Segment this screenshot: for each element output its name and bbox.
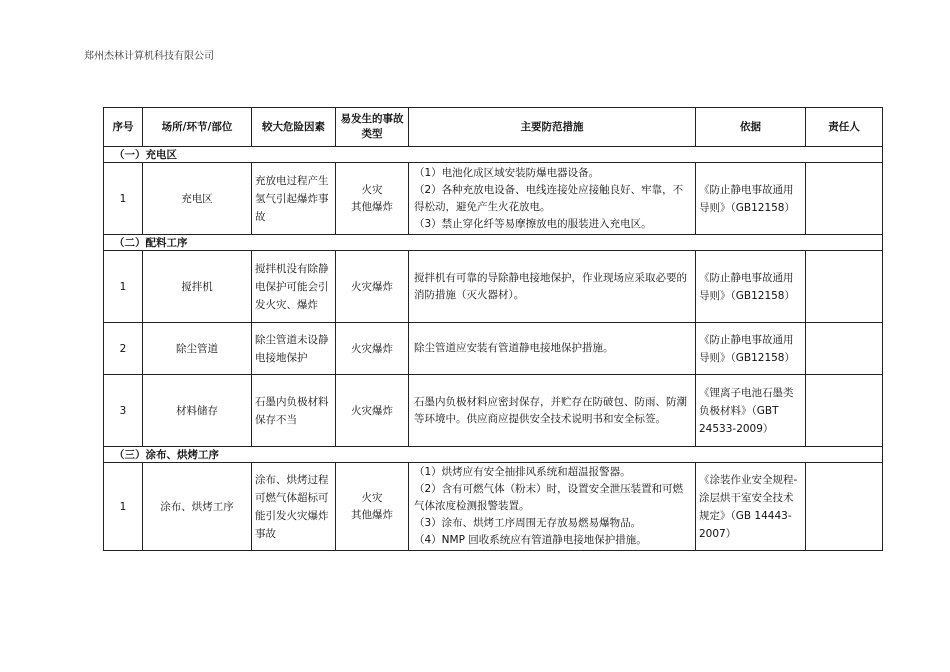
cell-hazard: 搅拌机没有除静电保护可能会引发火灾、爆炸 [252,251,336,323]
cell-place: 涂布、烘烤工序 [143,463,252,551]
cell-no: 3 [104,375,143,447]
measure-line: （3）禁止穿化纤等易摩擦放电的服装进入充电区。 [414,217,652,230]
section-title: （二）配料工序 [104,235,883,251]
cell-owner [806,463,883,551]
section-row [104,447,883,463]
header-hazard: 较大危险因素 [252,108,336,147]
hazard-table [103,107,883,551]
cell-basis: 《防止静电事故通用导则》（GB12158） [696,251,806,323]
cell-basis: 《涂装作业安全规程-涂层烘干室安全技术规定》（GB 14443-2007） [696,463,806,551]
cell-place: 搅拌机 [143,251,252,323]
header-owner: 责任人 [806,108,883,147]
section-title: （一）充电区 [104,147,883,163]
measure-line: （3）涂布、烘烤工序周围无存放易燃易爆物品。 [414,517,642,529]
header-measures: 主要防范措施 [409,108,696,147]
cell-accident [336,163,409,235]
section-row [104,147,883,163]
cell-measures [409,163,696,235]
cell-place: 材料储存 [143,375,252,447]
cell-no: 1 [104,463,143,551]
cell-measures [409,463,696,551]
cell-owner [806,251,883,323]
header-basis: 依据 [696,108,806,147]
cell-measures: 石墨内负极材料应密封保存，并贮存在防破包、防雨、防潮等环境中。供应商应提供安全技术说明书和安全标签。 [409,375,696,447]
measure-line: （4）NMP 回收系统应有管道静电接地保护措施。 [414,534,647,546]
cell-owner [806,163,883,235]
cell-measures: 搅拌机有可靠的导除静电接地保护，作业现场应采取必要的消防措施（灭火器材）。 [409,251,696,323]
cell-basis: 《防止静电事故通用导则》（GB12158） [696,323,806,375]
cell-hazard: 除尘管道未设静电接地保护 [252,323,336,375]
measure-line: （1）烘烤应有安全抽排风系统和超温报警器。 [414,466,631,478]
cell-accident: 火灾爆炸 [336,251,409,323]
accident-line: 其他爆炸 [351,200,393,213]
cell-place: 除尘管道 [143,323,252,375]
cell-place: 充电区 [143,163,252,235]
cell-owner [806,375,883,447]
cell-accident: 火灾爆炸 [336,375,409,447]
accident-line: 火灾 [361,183,383,196]
cell-no: 1 [104,163,143,235]
measure-line: （2）含有可燃气体（粉末）时，设置安全泄压装置和可燃气体浓度检测报警装置。 [414,483,684,512]
table-row [104,375,883,447]
header-accident: 易发生的事故类型 [336,108,409,147]
cell-owner [806,323,883,375]
cell-measures: 除尘管道应安装有管道静电接地保护措施。 [409,323,696,375]
cell-hazard: 充放电过程产生氢气引起爆炸事故 [252,163,336,235]
header-no: 序号 [104,108,143,147]
section-title: （三）涂布、烘烤工序 [104,447,883,463]
cell-hazard: 涂布、烘烤过程可燃气体超标可能引发火灾爆炸事故 [252,463,336,551]
cell-accident: 火灾爆炸 [336,323,409,375]
measure-line: （1）电池化成区域安装防爆电器设备。 [414,166,600,179]
table-header-row [104,108,883,147]
company-header: 郑州杰林计算机科技有限公司 [84,51,214,62]
table-row [104,323,883,375]
cell-no: 2 [104,323,143,375]
table-row [104,251,883,323]
cell-basis: 《锂离子电池石墨类负极材料》（GBT 24533-2009） [696,375,806,447]
accident-line: 其他爆炸 [351,508,393,521]
table-row [104,463,883,551]
cell-basis: 《防止静电事故通用导则》（GB12158） [696,163,806,235]
section-row [104,235,883,251]
accident-line: 火灾 [361,491,383,504]
cell-no: 1 [104,251,143,323]
measure-line: （2）各种充放电设备、电线连接处应接触良好、牢靠，不得松动，避免产生火花放电。 [414,183,684,213]
header-place: 场所/环节/部位 [143,108,252,147]
table-row [104,163,883,235]
cell-accident [336,463,409,551]
cell-hazard: 石墨内负极材料保存不当 [252,375,336,447]
